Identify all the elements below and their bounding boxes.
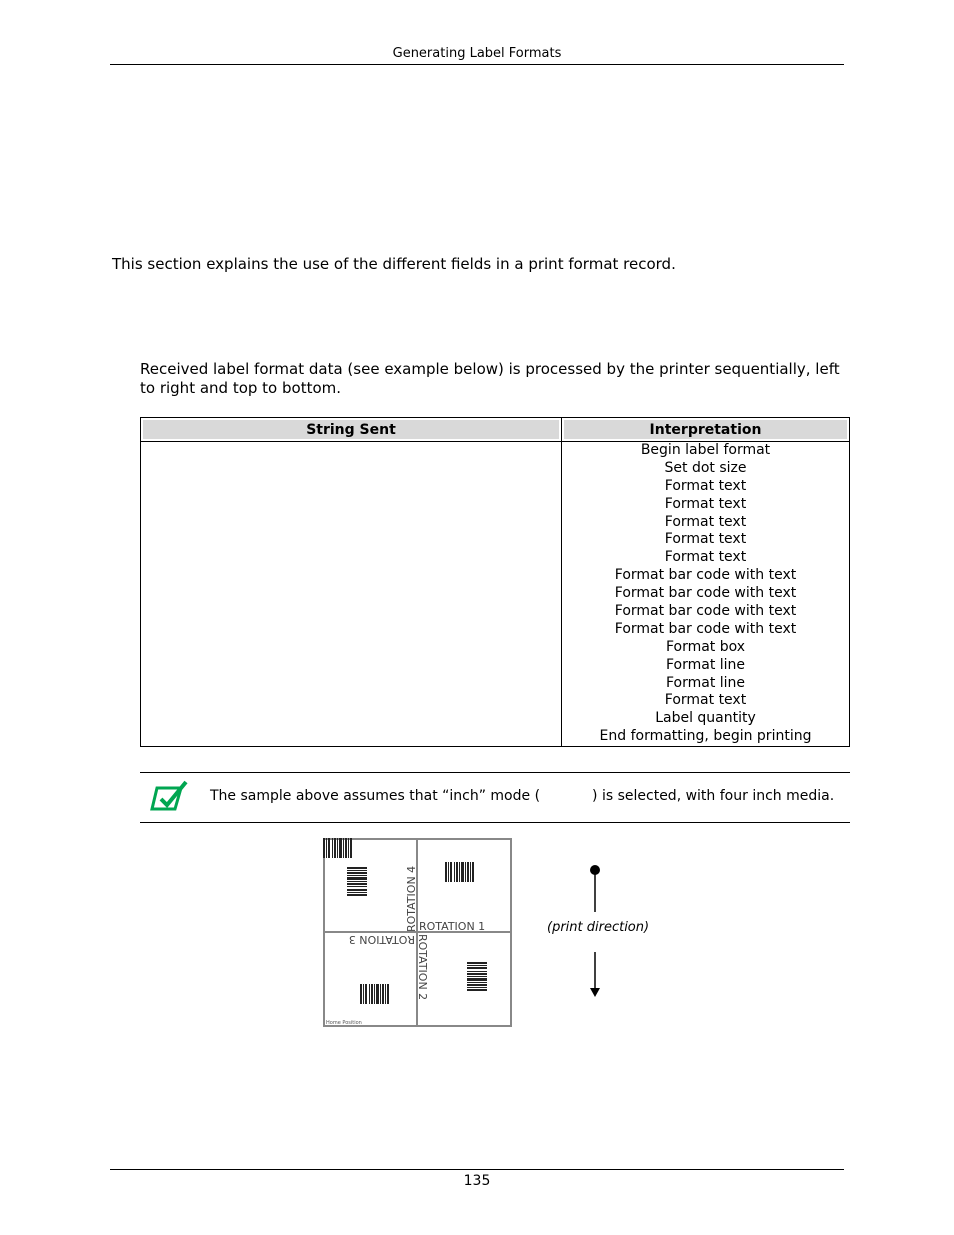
checkmark-note-icon xyxy=(150,780,190,812)
interpretation-line: Format text xyxy=(664,513,747,530)
rotation-label: ROTATION 1 xyxy=(419,920,486,933)
interpretation-line: Format line xyxy=(665,656,746,673)
interpretation-line: Format box xyxy=(665,638,746,655)
interpretation-line: End formatting, begin printing xyxy=(599,728,812,745)
interpretation-line: Format bar code with text xyxy=(614,620,797,637)
column-header-string-sent: String Sent xyxy=(141,418,562,442)
rotation-label-figure xyxy=(323,838,512,1027)
interpretation-line: Format text xyxy=(664,477,747,494)
interpretation-line: Format text xyxy=(664,531,747,548)
interpretation-line: Format bar code with text xyxy=(614,567,797,584)
interpretation-line: Format bar code with text xyxy=(614,585,797,602)
footer-rule xyxy=(110,1169,844,1170)
interpretation-cell xyxy=(562,442,850,747)
body-paragraph: Received label format data (see example below) is processed by the printer sequentially, left to right and top to bottom. xyxy=(140,360,840,397)
header-rule xyxy=(110,64,844,65)
home-position-label: Home Position xyxy=(326,1020,362,1026)
interpretation-line: Set dot size xyxy=(664,459,747,476)
note-bottom-rule xyxy=(140,822,850,823)
note-text-before: The sample above assumes that “inch” mode ( xyxy=(210,788,541,804)
note-text-after: ) is selected, with four inch media. xyxy=(592,788,835,804)
interpretation-line: Format text xyxy=(664,495,747,512)
print-direction-caption: (print direction) xyxy=(547,920,650,935)
note-top-rule xyxy=(140,772,850,773)
interpretation-line: Format line xyxy=(665,674,746,691)
interpretation-line: Format text xyxy=(664,692,747,709)
format-table xyxy=(140,417,850,747)
note-text xyxy=(210,788,834,804)
interpretation-line: Format bar code with text xyxy=(614,603,797,620)
rotation-label: ROTATION 4 xyxy=(405,865,418,932)
rotation-label: ROTATION 3 xyxy=(348,933,415,946)
column-header-interpretation: Interpretation xyxy=(562,418,850,442)
interpretation-line: Begin label format xyxy=(640,442,771,458)
intro-text: This section explains the use of the different fields in a print format record. xyxy=(112,255,676,273)
string-sent-cell xyxy=(141,442,562,747)
running-header: Generating Label Formats xyxy=(392,46,562,61)
page-number: 135 xyxy=(463,1173,491,1189)
rotation-label: ROTATION 2 xyxy=(416,934,429,1001)
interpretation-line: Format text xyxy=(664,549,747,566)
interpretation-line: Label quantity xyxy=(655,710,756,727)
